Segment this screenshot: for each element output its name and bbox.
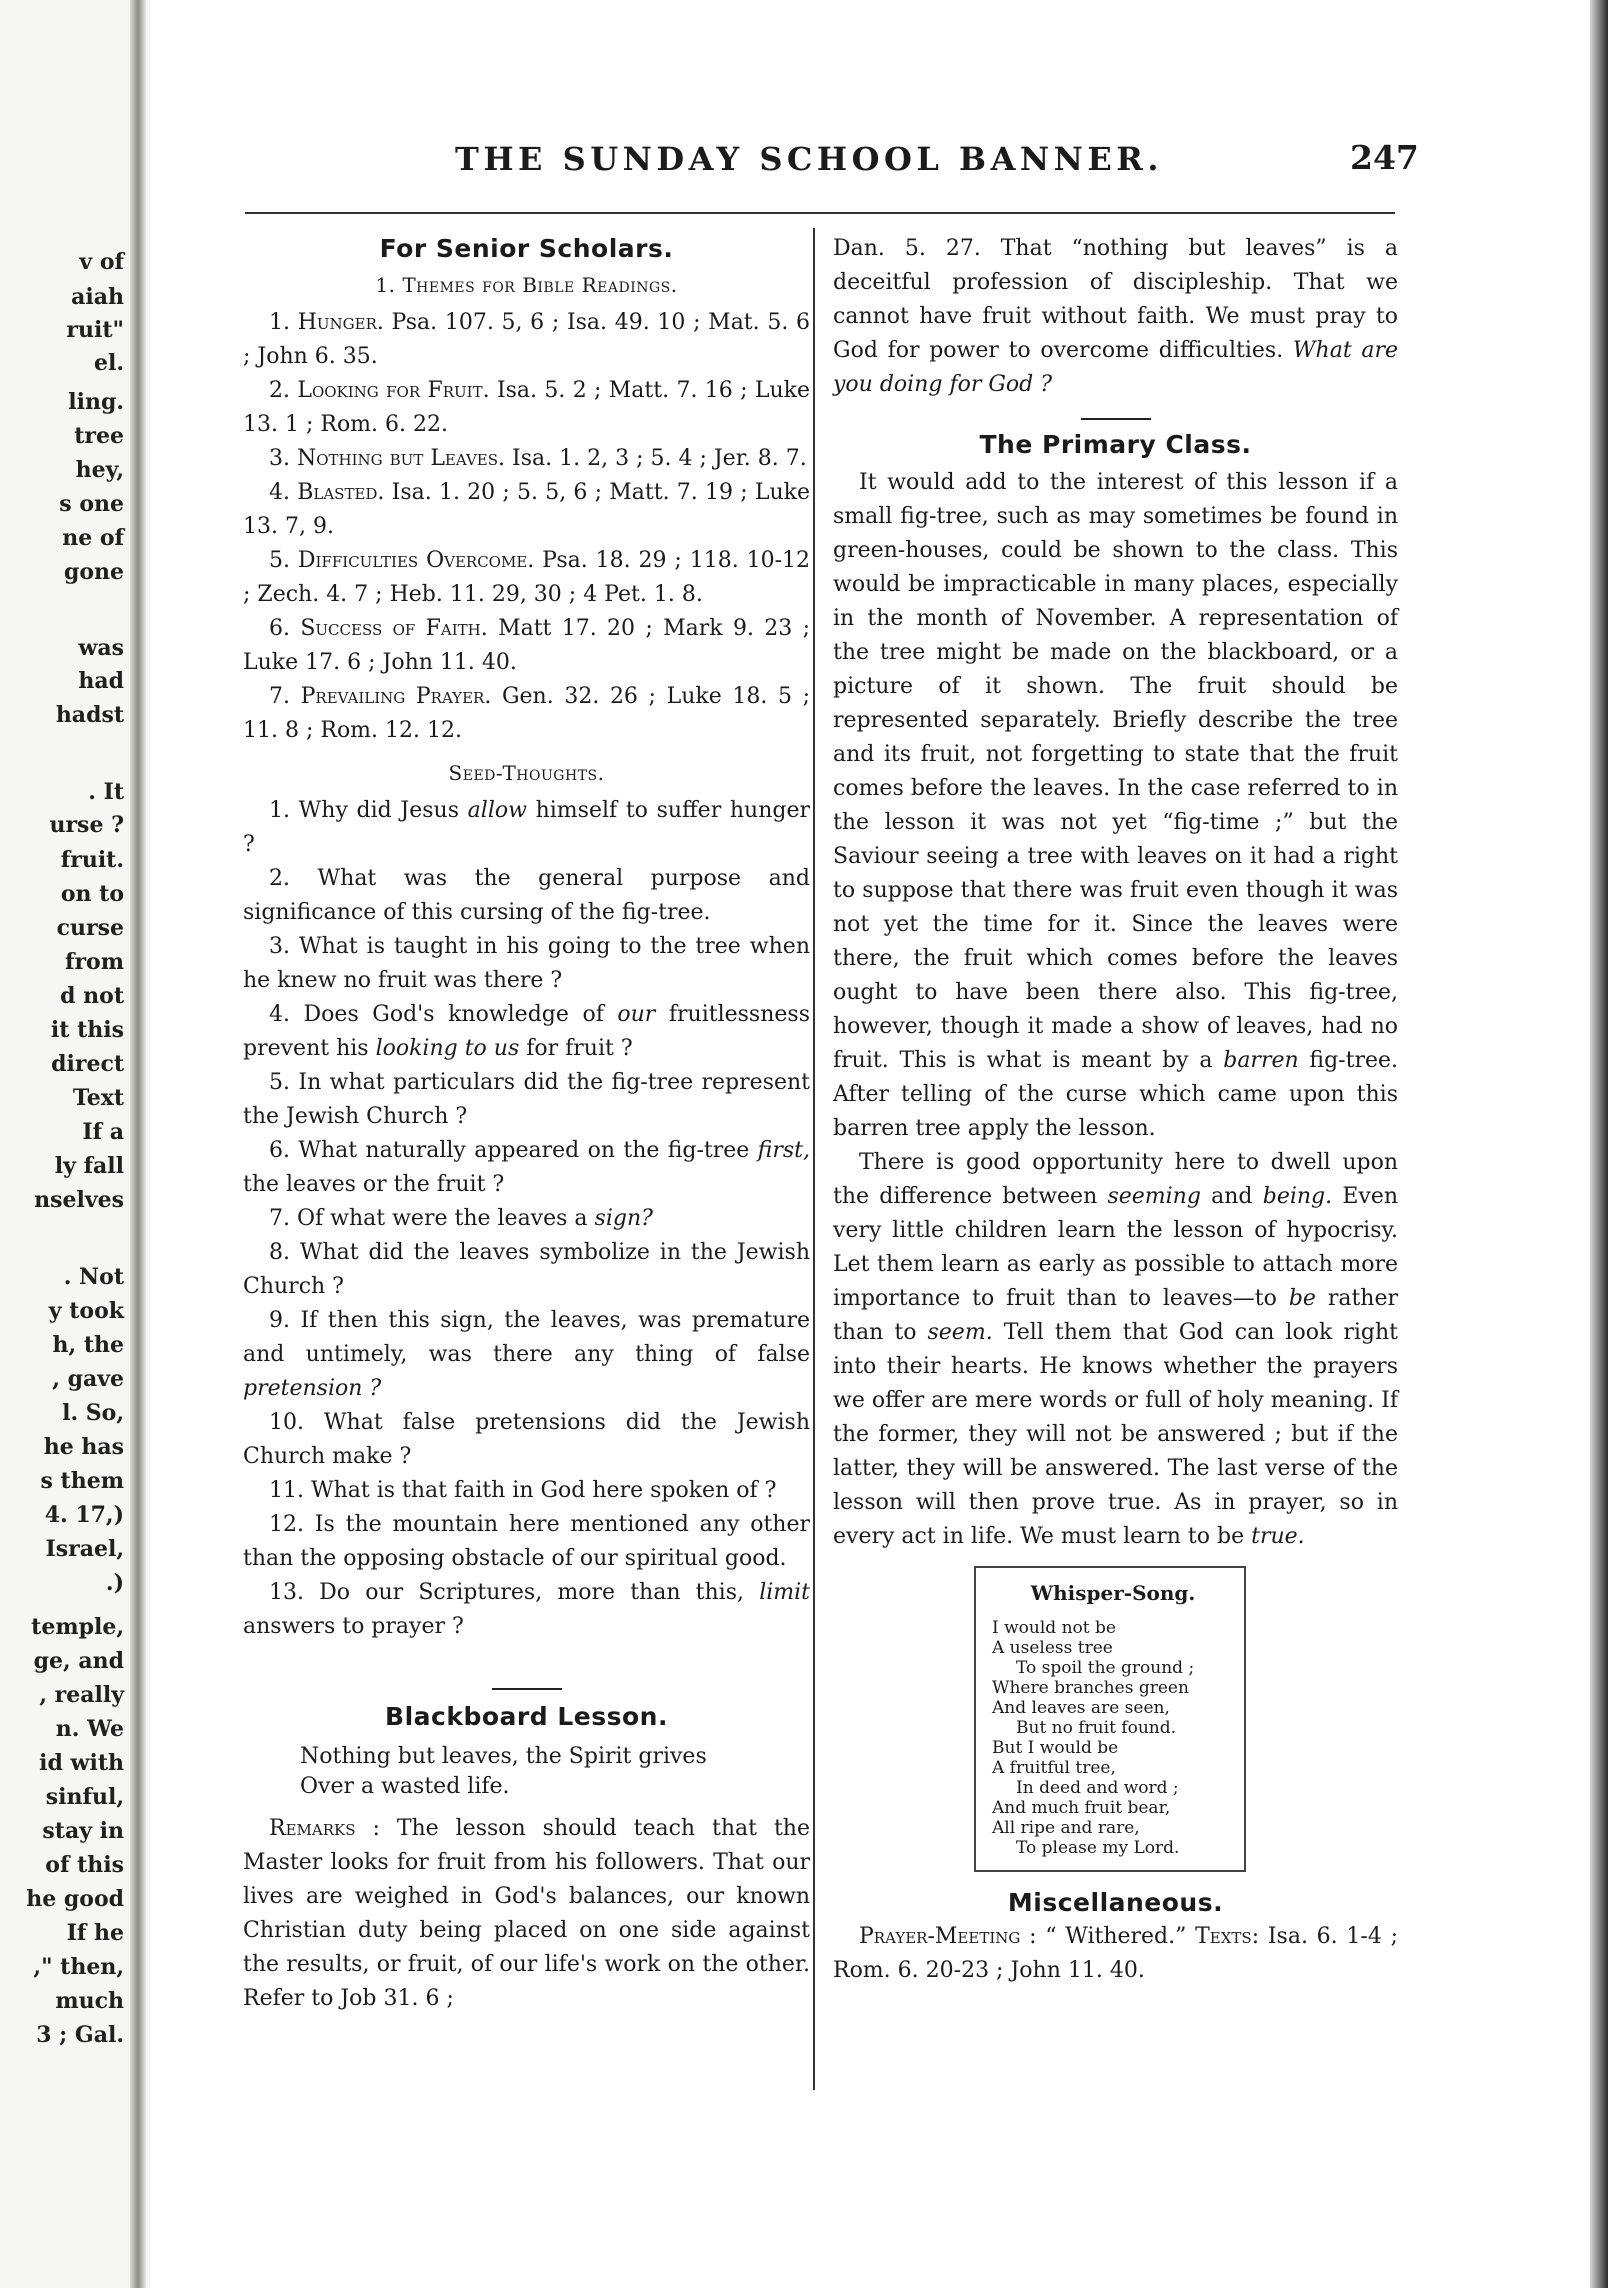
seed-text: the leaves or the fruit ? — [243, 1172, 505, 1197]
whisper-line: And leaves are seen, — [992, 1698, 1170, 1718]
seed-thought — [243, 1202, 810, 1236]
seed-text: 13. Do our Scriptures, more than this, — [269, 1580, 760, 1605]
seed-thought — [243, 1576, 810, 1644]
gutter-fragment: aiah — [71, 284, 124, 310]
blackboard-line: Nothing but leaves, the Spirit grives — [300, 1744, 707, 1769]
blackboard-line: Over a wasted life. — [300, 1774, 510, 1799]
theme-refs: Isa. 1. 20 ; 5. 5, 6 ; Matt. 7. 19 ; Luke 13. 7, 9. — [243, 480, 810, 539]
running-head: THE SUNDAY SCHOOL BANNER. — [455, 140, 1164, 178]
theme-number: 4. — [269, 480, 290, 505]
theme-refs: Psa. 18. 29 ; 118. 10-12 ; Zech. 4. 7 ; Heb. 11. 29, 30 ; 4 Pet. 1. 8. — [243, 548, 810, 607]
gutter-fragment: Text — [72, 1085, 124, 1111]
whisper-line: To spoil the ground ; — [1016, 1658, 1195, 1678]
prayer-meeting-label: Prayer-Meeting : — [859, 1924, 1037, 1949]
theme-item — [243, 680, 810, 748]
seed-text: 11. What is that faith in God here spoken of ? — [269, 1478, 777, 1503]
seed-text: 3. What is taught in his going to the tree when he knew no fruit was there ? — [243, 934, 810, 993]
blackboard-text — [243, 1742, 810, 1802]
p1-text-b: fig-tree. After telling of the curse which came upon this barren tree apply the lesson. — [833, 1048, 1399, 1141]
seed-text: 10. What false pretensions did the Jewish Church make ? — [243, 1410, 810, 1469]
continued-text: Dan. 5. 27. That “nothing but leaves” is a deceitful profession of discipleship. That we cannot have fruit without faith. We must pray to God for power to overcome difficulties. — [833, 236, 1398, 363]
gutter-fragment: 4. 17,) — [44, 1502, 124, 1528]
left-column — [243, 232, 810, 2016]
seed-thought — [243, 1134, 810, 1202]
gutter-fragment: ne of — [62, 525, 124, 551]
gutter-fragment: , really — [39, 1682, 124, 1708]
p2-italic-5: true. — [1251, 1524, 1305, 1549]
seed-thought — [243, 1406, 810, 1474]
gutter-fragment: id with — [39, 1750, 124, 1776]
seed-text: for fruit ? — [519, 1036, 633, 1061]
gutter-fragment: v of — [79, 249, 124, 275]
themes-heading: 1. Themes for Bible Readings. — [375, 273, 678, 297]
theme-name: Blasted. — [297, 480, 385, 505]
seed-text: 2. What was the general purpose and significance of this cursing of the fig-tree. — [243, 866, 810, 925]
prayer-meeting-paragraph — [833, 1920, 1398, 1988]
gutter-fragment: sinful, — [45, 1784, 124, 1810]
theme-refs: Gen. 32. 26 ; Luke 18. 5 ; 11. 8 ; Rom. 12. 12. — [243, 684, 810, 743]
gutter-fragment: ly fall — [54, 1153, 124, 1179]
gutter-fragment: l. So, — [62, 1400, 124, 1426]
theme-refs: Psa. 107. 5, 6 ; Isa. 49. 10 ; Mat. 5. 6 ; John 6. 35. — [243, 310, 810, 369]
gutter-fragment: hadst — [55, 702, 124, 728]
primary-paragraph-1 — [833, 466, 1398, 1146]
gutter-fragment: on to — [60, 881, 124, 907]
gutter-fragment: from — [64, 949, 124, 975]
whisper-line: In deed and word ; — [1016, 1778, 1179, 1798]
theme-item — [243, 544, 810, 612]
seed-thoughts-heading: Seed-Thoughts. — [448, 761, 605, 785]
gutter-fragment: had — [78, 668, 124, 694]
whisper-song-lines — [992, 1618, 1234, 1858]
seed-text: 4. Does God's knowledge of — [269, 1002, 618, 1027]
p2-italic-4: seem. — [927, 1320, 993, 1345]
whisper-line: Where branches green — [992, 1678, 1189, 1698]
gutter-fragment: tree — [74, 423, 124, 449]
gutter-fragment: h, the — [52, 1332, 124, 1358]
gutter-fragment: .) — [105, 1570, 124, 1596]
gutter-fragment: he good — [26, 1886, 124, 1912]
seed-text: 9. If then this sign, the leaves, was premature and untimely, was there any thing of false — [243, 1308, 810, 1367]
remarks-label: Remarks : — [269, 1816, 380, 1841]
gutter-fragment: gone — [63, 559, 124, 585]
seed-italic: first, — [757, 1138, 810, 1163]
seed-text: 1. Why did Jesus — [269, 798, 468, 823]
theme-item — [243, 476, 810, 544]
previous-page-gutter — [0, 0, 150, 2288]
theme-refs: Matt 17. 20 ; Mark 9. 23 ; Luke 17. 6 ; John 11. 40. — [243, 616, 811, 675]
p2-text-b: and — [1200, 1184, 1263, 1209]
page-edge — [1590, 0, 1608, 2288]
whisper-line: All ripe and rare, — [992, 1818, 1140, 1838]
seed-thought — [243, 1474, 810, 1508]
seed-italic: our — [617, 1002, 656, 1027]
theme-number: 1. — [269, 310, 290, 335]
whisper-song-box — [974, 1566, 1246, 1872]
remarks-text: The lesson should teach that the Master looks for fruit from his followers. That our lives are weighed in God's balances, our known Christian duty being placed on one side against the results, or fruit, of our life's work on the other. Refer to Job 31. 6 ; — [243, 1816, 810, 2011]
seed-thought — [243, 794, 810, 862]
theme-number: 5. — [269, 548, 290, 573]
theme-name: Looking for Fruit. — [297, 378, 490, 403]
gutter-fragment: Israel, — [45, 1536, 124, 1562]
section-heading-senior: For Senior Scholars. — [379, 234, 674, 263]
theme-item — [243, 374, 810, 442]
theme-refs: Isa. 5. 2 ; Matt. 7. 16 ; Luke 13. 1 ; Rom. 6. 22. — [243, 378, 810, 437]
seed-text: 8. What did the leaves symbolize in the Jewish Church ? — [243, 1240, 810, 1299]
theme-name: Success of Faith. — [300, 616, 488, 641]
seed-thought — [243, 1236, 810, 1304]
p2-text-e: Tell them that God can look right into their hearts. He knows whether the prayers we offer are mere words or full of holy meaning. If the former, they will not be answered ; but if the latter, they will be answered. The last verse of the lesson will then prove true. As in prayer, so in every act in life. We must learn to be — [833, 1320, 1398, 1549]
p2-italic-1: seeming — [1107, 1184, 1201, 1209]
whisper-line: To please my Lord. — [1016, 1838, 1180, 1858]
theme-number: 7. — [269, 684, 290, 709]
seed-thought — [243, 998, 810, 1066]
whisper-line: I would not be — [992, 1618, 1116, 1638]
seed-italic: pretension ? — [243, 1376, 382, 1401]
page-number: 247 — [1350, 138, 1419, 177]
remarks-paragraph — [243, 1812, 810, 2016]
gutter-fragment: d not — [60, 983, 124, 1009]
whisper-song-title: Whisper-Song. — [1030, 1581, 1196, 1605]
gutter-fragment: nselves — [34, 1187, 124, 1213]
whisper-line: A fruitful tree, — [992, 1758, 1116, 1778]
gutter-fragment: temple, — [31, 1614, 124, 1640]
gutter-fragment: he has — [43, 1434, 124, 1460]
theme-item — [243, 442, 810, 476]
seed-italic: looking to us — [375, 1036, 520, 1061]
seed-text: 12. Is the mountain here mentioned any other than the opposing obstacle of our spiritual good. — [243, 1512, 810, 1571]
theme-name: Nothing but Leaves. — [297, 446, 506, 471]
gutter-fragment: . It — [88, 779, 124, 805]
seed-text: answers to prayer ? — [243, 1614, 464, 1639]
seed-text: himself to suffer hunger ? — [243, 798, 810, 857]
column-divider — [813, 228, 815, 2090]
theme-refs: Isa. 1. 2, 3 ; 5. 4 ; Jer. 8. 7. — [512, 446, 807, 471]
seed-thought — [243, 862, 810, 930]
gutter-fragment: ge, and — [33, 1648, 124, 1674]
p2-text-d: rather than to — [833, 1286, 1399, 1345]
section-heading-primary: The Primary Class. — [979, 430, 1252, 459]
seed-thought — [243, 930, 810, 998]
gutter-fragment: of this — [45, 1852, 124, 1878]
theme-name: Hunger. — [297, 310, 384, 335]
gutter-fragment: hey, — [75, 457, 124, 483]
gutter-fragment: If a — [82, 1119, 124, 1145]
gutter-fragment: . Not — [63, 1264, 124, 1290]
gutter-fragment: curse — [56, 915, 124, 941]
theme-number: 6. — [269, 616, 290, 641]
gutter-fragment: fruit. — [60, 847, 124, 873]
whisper-line: And much fruit bear, — [992, 1798, 1171, 1818]
seed-italic: limit — [759, 1580, 810, 1605]
gutter-fragment: 3 ; Gal. — [36, 2022, 124, 2048]
primary-paragraph-2 — [833, 1146, 1398, 1554]
whisper-line: But I would be — [992, 1738, 1119, 1758]
whisper-line: A useless tree — [992, 1638, 1113, 1658]
gutter-fragment: ," then, — [33, 1954, 124, 1980]
gutter-fragment: s one — [59, 491, 124, 517]
continued-italic: What are you doing for God ? — [833, 338, 1399, 397]
gutter-fragment: urse ? — [49, 812, 124, 838]
theme-name: Prevailing Prayer. — [300, 684, 492, 709]
p2-italic-2: being. — [1262, 1184, 1333, 1209]
gutter-fragment: , gave — [52, 1366, 124, 1392]
gutter-fragment: ling. — [68, 389, 124, 415]
themes-list — [243, 306, 810, 748]
p1-italic: barren — [1223, 1048, 1299, 1073]
right-column — [833, 232, 1398, 1988]
theme-item — [243, 306, 810, 374]
gutter-fragment: n. We — [55, 1716, 124, 1742]
p2-italic-3: be — [1288, 1286, 1316, 1311]
page-fold — [130, 0, 146, 2288]
gutter-fragment: s them — [40, 1468, 124, 1494]
whisper-line: But no fruit found. — [1016, 1718, 1177, 1738]
theme-number: 3. — [269, 446, 290, 471]
gutter-fragment: If he — [66, 1920, 124, 1946]
seed-italic: allow — [467, 798, 527, 823]
seed-text: 6. What naturally appeared on the fig-tree — [269, 1138, 758, 1163]
gutter-fragment: was — [78, 635, 124, 661]
seed-thought — [243, 1304, 810, 1406]
prayer-meeting-title: “ Withered.” — [1036, 1924, 1196, 1949]
gutter-fragment: much — [55, 1988, 124, 2014]
seed-italic: sign? — [594, 1206, 653, 1231]
gutter-fragment: stay in — [42, 1818, 124, 1844]
p1-text-a: It would add to the interest of this lesson if a small fig-tree, such as may sometimes be found in green-houses, could be shown to the class. This would be impracticable in many places, especially in the month of November. A representation of the tree might be made on the blackboard, or a picture of it shown. The fruit should be represented separately. Briefly describe the tree and its fruit, not forgetting to state that the fruit comes before the leaves. In the case referred to in the lesson it was not yet “fig-time ;” but the Saviour seeing a tree with leaves on it had a right to suppose that there was fruit even though it was not yet the time for it. Since the leaves were there, the fruit which comes before the leaves ought to have been there also. This fig-tree, however, though it made a show of leaves, had no fruit. This is what is meant by a — [833, 470, 1398, 1073]
texts-label: Texts: — [1195, 1924, 1260, 1949]
gutter-fragment: it this — [50, 1017, 124, 1043]
seed-text: 7. Of what were the leaves a — [269, 1206, 595, 1231]
theme-number: 2. — [269, 378, 290, 403]
seed-thought — [243, 1066, 810, 1134]
gutter-fragment: y took — [48, 1298, 124, 1324]
texts-refs: Isa. 6. 1-4 ; Rom. 6. 20-23 ; John 11. 40. — [833, 1924, 1398, 1983]
theme-name: Difficulties Overcome. — [297, 548, 535, 573]
section-heading-blackboard: Blackboard Lesson. — [385, 1702, 668, 1731]
gutter-fragment: ruit" — [66, 317, 124, 343]
continued-paragraph — [833, 232, 1398, 402]
seed-text: 5. In what particulars did the fig-tree represent the Jewish Church ? — [243, 1070, 810, 1129]
section-heading-misc: Miscellaneous. — [1007, 1888, 1224, 1917]
seed-text: fruitlessness prevent his — [243, 1002, 810, 1061]
gutter-fragment: direct — [51, 1051, 124, 1077]
p2-text-a: There is good opportunity here to dwell upon the difference between — [833, 1150, 1398, 1209]
gutter-fragment: el. — [93, 350, 124, 376]
header-rule — [245, 212, 1395, 214]
seed-thought — [243, 1508, 810, 1576]
seed-thoughts-list — [243, 794, 810, 1644]
theme-item — [243, 612, 810, 680]
p2-text-c: Even very little children learn the lesson of hypocrisy. Let them learn as early as possible to attach more importance to fruit than to leaves—to — [833, 1184, 1399, 1311]
